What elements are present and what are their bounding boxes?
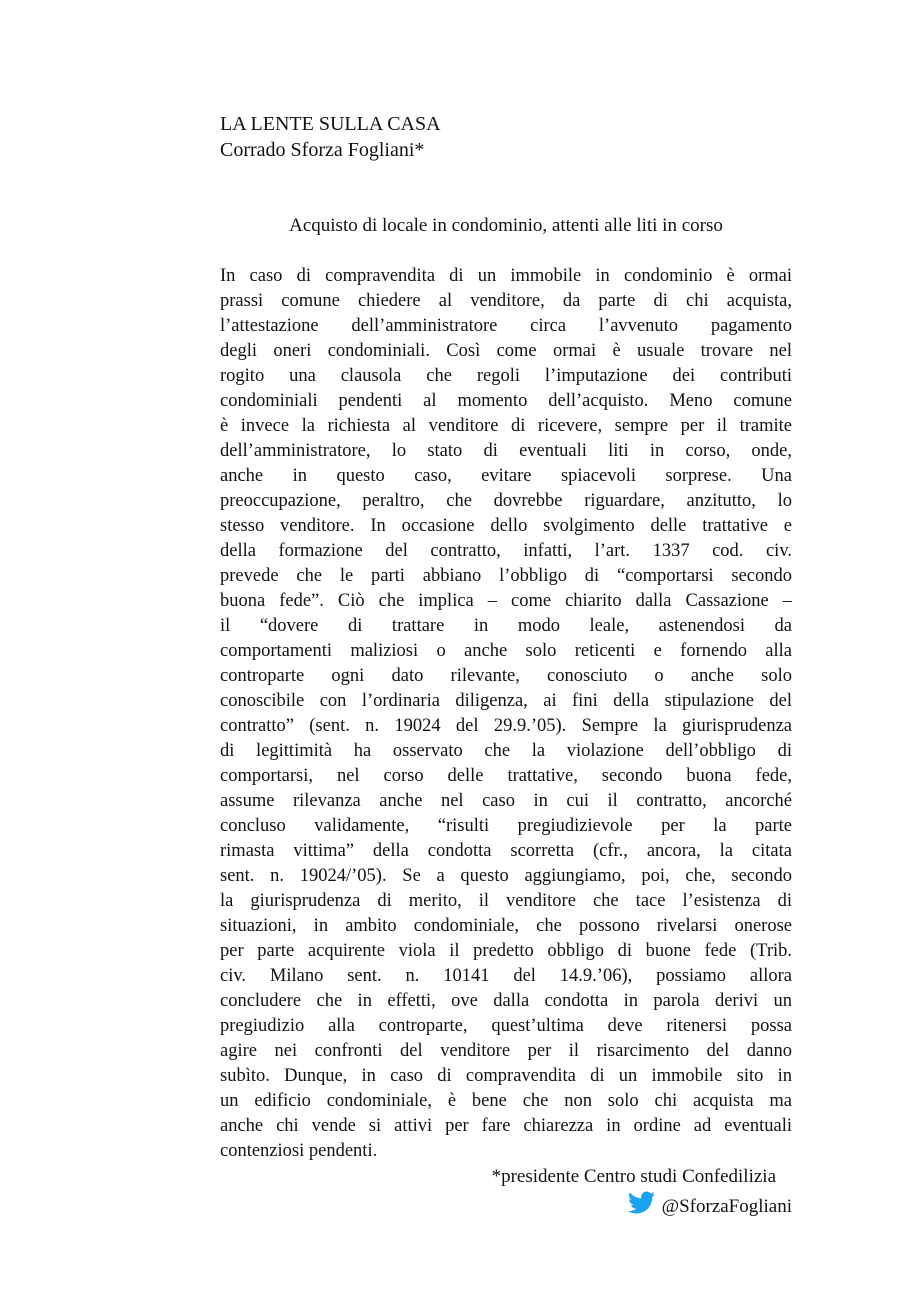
body-line: rogito una clausola che regoli l’imputazione dei contributi [220,366,792,386]
body-line: prevede che le parti abbiano l’obbligo di “comportarsi secondo [220,566,792,586]
twitter-bird-icon [628,1189,655,1223]
twitter-handle[interactable]: @SforzaFogliani [661,1196,792,1217]
body-line: sent. n. 19024/’05). Se a questo aggiungiamo, poi, che, secondo [220,866,792,886]
body-line: subìto. Dunque, in caso di compravendita di un immobile sito in [220,1066,792,1086]
author-line: Corrado Sforza Fogliani* [220,139,425,161]
article-body [220,264,792,1164]
body-line: contenziosi pendenti. [220,1141,378,1161]
body-line: buona fede”. Ciò che implica – come chiarito dalla Cassazione – [220,591,792,611]
body-line: concludere che in effetti, ove dalla condotta in parola derivi un [220,991,792,1011]
body-line: è invece la richiesta al venditore di ricevere, sempre per il tramite [220,416,792,436]
body-line: preoccupazione, peraltro, che dovrebbe riguardare, anzitutto, lo [220,491,792,511]
twitter-line [220,1189,792,1223]
body-line: condominiali pendenti al momento dell’acquisto. Meno comune [220,391,792,411]
body-line: comportamenti maliziosi o anche solo reticenti e fornendo alla [220,641,792,661]
body-line: degli oneri condominiali. Così come ormai è usuale trovare nel [220,341,792,361]
document-header [220,111,792,163]
body-line: comportarsi, nel corso delle trattative, secondo buona fede, [220,766,792,786]
signature-line: *presidente Centro studi Confedilizia [491,1166,776,1187]
body-line: anche chi vende si attivi per fare chiarezza in ordine ad eventuali [220,1116,792,1136]
body-line: l’attestazione dell’amministratore circa l’avvenuto pagamento [220,316,792,336]
body-line: pregiudizio alla controparte, quest’ultima deve ritenersi possa [220,1016,792,1036]
body-line: la giurisprudenza di merito, il venditore che tace l’esistenza di [220,891,792,911]
body-line: situazioni, in ambito condominiale, che possono rivelarsi onerose [220,916,792,936]
body-line: anche in questo caso, evitare spiacevoli sorprese. Una [220,466,792,486]
page-title: LA LENTE SULLA CASA [220,113,441,135]
body-line: di legittimità ha osservato che la violazione dell’obbligo di [220,741,792,761]
article-subtitle: Acquisto di locale in condominio, attenti alle liti in corso [289,215,723,236]
body-line: stesso venditore. In occasione dello svolgimento delle trattative e [220,516,792,536]
text-column [220,0,792,1223]
body-line: contratto” (sent. n. 19024 del 29.9.’05). Sempre la giurisprudenza [220,716,792,736]
body-line: per parte acquirente viola il predetto obbligo di buone fede (Trib. [220,941,792,961]
body-line: civ. Milano sent. n. 10141 del 14.9.’06), possiamo allora [220,966,792,986]
body-line: un edificio condominiale, è bene che non solo chi acquista ma [220,1091,792,1111]
body-line: il “dovere di trattare in modo leale, astenendosi da [220,616,792,636]
body-line: rimasta vittima” della condotta scorretta (cfr., ancora, la citata [220,841,792,861]
body-line: della formazione del contratto, infatti, l’art. 1337 cod. civ. [220,541,792,561]
body-line: dell’amministratore, lo stato di eventuali liti in corso, onde, [220,441,792,461]
body-line: concluso validamente, “risulti pregiudizievole per la parte [220,816,792,836]
body-line: In caso di compravendita di un immobile in condominio è ormai [220,266,792,286]
body-line: assume rilevanza anche nel caso in cui il contratto, ancorché [220,791,792,811]
body-line: prassi comune chiedere al venditore, da parte di chi acquista, [220,291,792,311]
body-line: agire nei confronti del venditore per il risarcimento del danno [220,1041,792,1061]
body-line: conoscibile con l’ordinaria diligenza, ai fini della stipulazione del [220,691,792,711]
body-line: controparte ogni dato rilevante, conosciuto o anche solo [220,666,792,686]
